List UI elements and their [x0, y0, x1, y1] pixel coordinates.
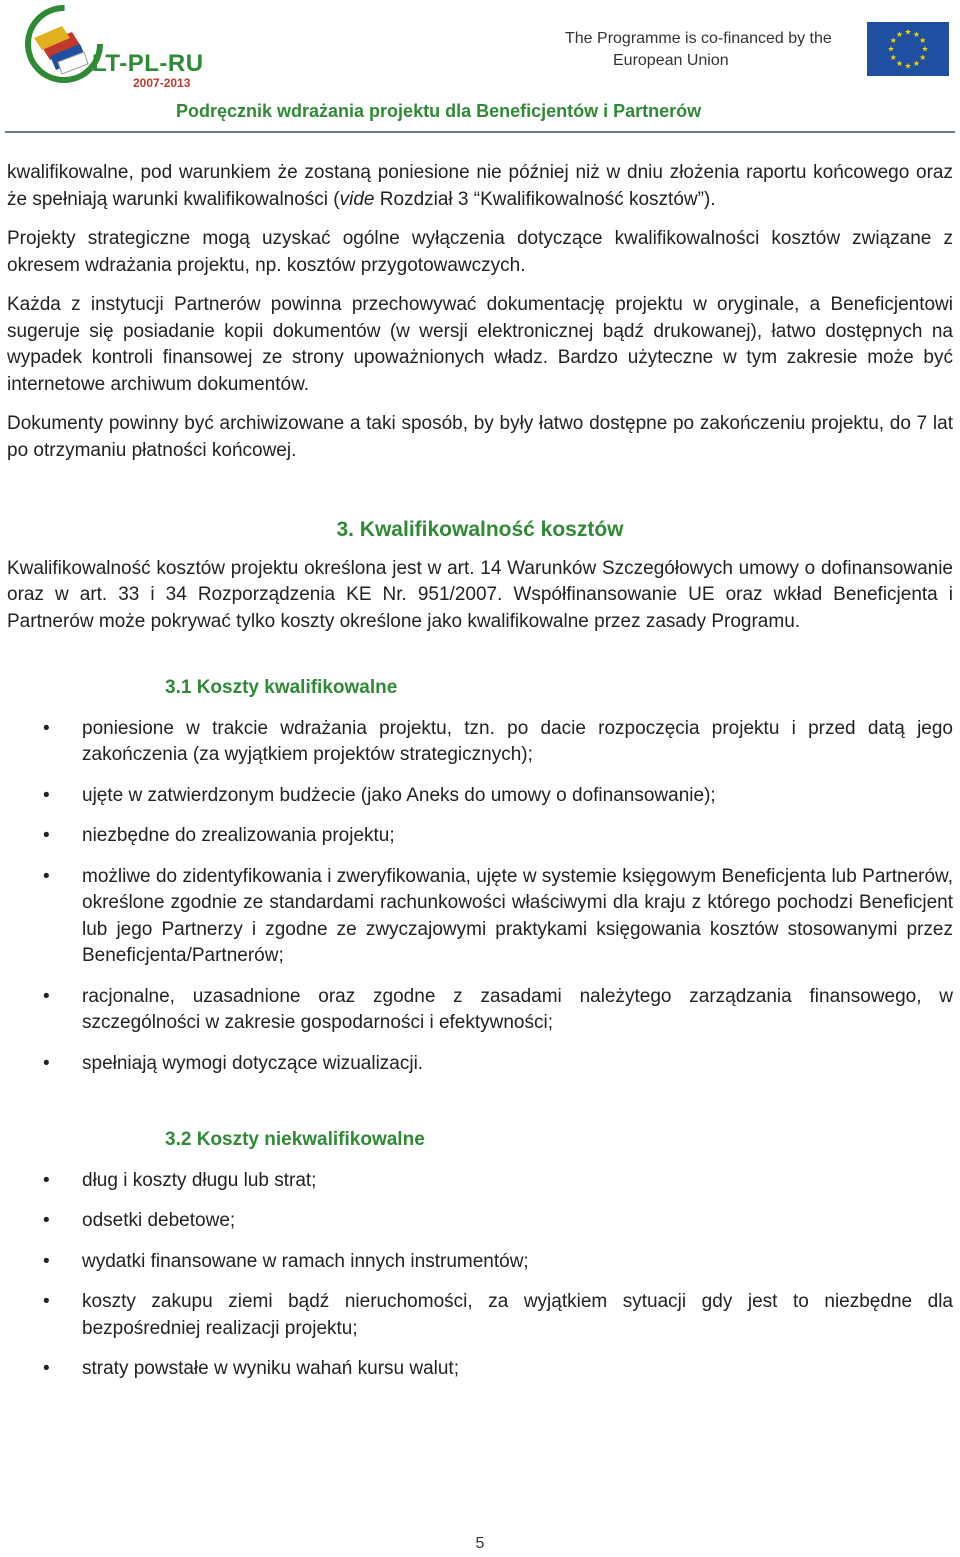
list-item: • poniesione w trakcie wdrażania projektu, tzn. po dacie rozpoczęcia projektu i przed datą jego zakończenia (za wyjątkiem projektów strategicznych); — [43, 717, 953, 765]
logo-years: 2007-2013 — [133, 76, 191, 90]
bullet-icon: • — [43, 1358, 50, 1379]
paragraph-1: kwalifikowalne, pod warunkiem że zostaną poniesione nie później niż w dniu złożenia raportu końcowego oraz że spełniają warunki kwalifikowalności (vide Rozdział 3 “Kwalifikowalność kosztów”). — [7, 162, 953, 210]
bullet-icon: • — [43, 1210, 50, 1231]
paragraph-3: Każda z instytucji Partnerów powinna przechowywać dokumentację projektu w oryginale, a Beneficjentowi sugeruje się posiadanie kopii dokumentów (w wersji elektronicznej bądź drukowanej), łatwo dostępnych na wypadek kontroli finansowej ze strony upoważnionych władz. Bardzo użyteczne w tym zakresie może być internetowe archiwum dokumentów. — [7, 294, 953, 395]
paragraph-4: Dokumenty powinny być archiwizowane a taki sposób, by były łatwo dostępne po zakończeniu projektu, do 7 lat po otrzymaniu płatności końcowej. — [7, 413, 953, 461]
paragraph-2: Projekty strategiczne mogą uzyskać ogólne wyłączenia dotyczące kwalifikowalności kosztów związane z okresem wdrażania projektu, np. kosztów przygotowawczych. — [7, 228, 953, 276]
logo-text: LT-PL-RU — [92, 50, 204, 77]
bullet-icon: • — [43, 1250, 50, 1272]
eu-star-icon: ★ — [904, 27, 912, 37]
list-item: • odsetki debetowe; — [7, 1208, 953, 1235]
eu-star-icon: ★ — [919, 53, 927, 62]
section-3-1-heading: 3.1 Koszty kwalifikowalne — [165, 677, 398, 698]
list-item: • niezbędne do zrealizowania projektu; — [7, 823, 953, 850]
eligible-costs-list — [7, 716, 953, 1078]
list-item: • możliwe do zidentyfikowania i zweryfikowania, ujęte w systemie księgowym Beneficjenta lub Partnerów, określone zgodnie ze standardami rachunkowości właściwymi dla kraju z którego pochodzi Beneficjent lub jego Partnerzy i zgodne ze zwyczajowymi praktykami księgowania kosztów stosowanymi przez Beneficjenta/Partnerów; — [43, 865, 953, 966]
section-3-heading: 3. Kwalifikowalność kosztów — [336, 518, 624, 541]
eu-flag-icon — [867, 22, 949, 76]
bullet-icon: • — [43, 717, 50, 739]
bullet-icon: • — [43, 825, 50, 846]
eu-star-icon: ★ — [895, 59, 904, 69]
cofinancing-line-2: European Union — [613, 52, 729, 69]
eu-star-icon: ★ — [912, 29, 921, 39]
page-header — [0, 0, 960, 135]
eu-star-icon: ★ — [889, 53, 897, 62]
bullet-icon: • — [43, 1052, 50, 1074]
bullet-icon: • — [43, 985, 50, 1007]
list-item: • dług i koszty długu lub strat; — [7, 1168, 953, 1195]
eu-star-icon: ★ — [904, 61, 912, 71]
bullet-icon: • — [43, 1291, 50, 1312]
list-item: • spełniają wymogi dotyczące wizualizacji. — [7, 1051, 953, 1078]
cofinancing-note — [565, 28, 832, 72]
cofinancing-line-1: The Programme is co-financed by the — [565, 30, 832, 47]
eu-star-icon: ★ — [912, 59, 921, 69]
eu-star-icon: ★ — [895, 29, 904, 39]
section-3-2-heading: 3.2 Koszty niekwalifikowalne — [165, 1129, 425, 1150]
list-item: • straty powstałe w wyniku wahań kursu walut; — [7, 1356, 953, 1383]
eu-star-icon: ★ — [889, 36, 897, 45]
header-divider — [5, 131, 955, 133]
list-item: • wydatki finansowane w ramach innych instrumentów; — [7, 1249, 953, 1276]
paragraph-5: Kwalifikowalność kosztów projektu określona jest w art. 14 Warunków Szczegółowych umowy o dofinansowanie oraz w art. 33 i 34 Rozporządzenia KE Nr. 951/2007. Współfinansowanie UE oraz wkład Beneficjenta i Partnerów może pokrywać tylko koszty określone jako kwalifikowalne przez zasady Programu. — [7, 557, 953, 632]
bullet-icon: • — [43, 865, 50, 887]
list-item: • ujęte w zatwierdzonym budżecie (jako Aneks do umowy o dofinansowanie); — [7, 783, 953, 810]
eu-star-icon: ★ — [887, 44, 895, 54]
ineligible-costs-list — [7, 1168, 953, 1383]
eu-star-icon: ★ — [919, 36, 927, 45]
eu-star-icon: ★ — [921, 44, 929, 54]
list-item: • racjonalne, uzasadnione oraz zgodne z zasadami należytego zarządzania finansowego, w szczególności w zakresie gospodarności i efektywności; — [43, 985, 953, 1033]
bullet-icon: • — [43, 1169, 50, 1191]
page-number: 5 — [475, 1535, 485, 1552]
page-content — [7, 160, 953, 1397]
document-title: Podręcznik wdrażania projektu dla Beneficjentów i Partnerów — [176, 101, 702, 121]
bullet-icon: • — [43, 784, 50, 806]
list-item: • koszty zakupu ziemi bądź nieruchomości, za wyjątkiem sytuacji gdy jest to niezbędne dla bezpośredniej realizacji projektu; — [43, 1291, 953, 1339]
